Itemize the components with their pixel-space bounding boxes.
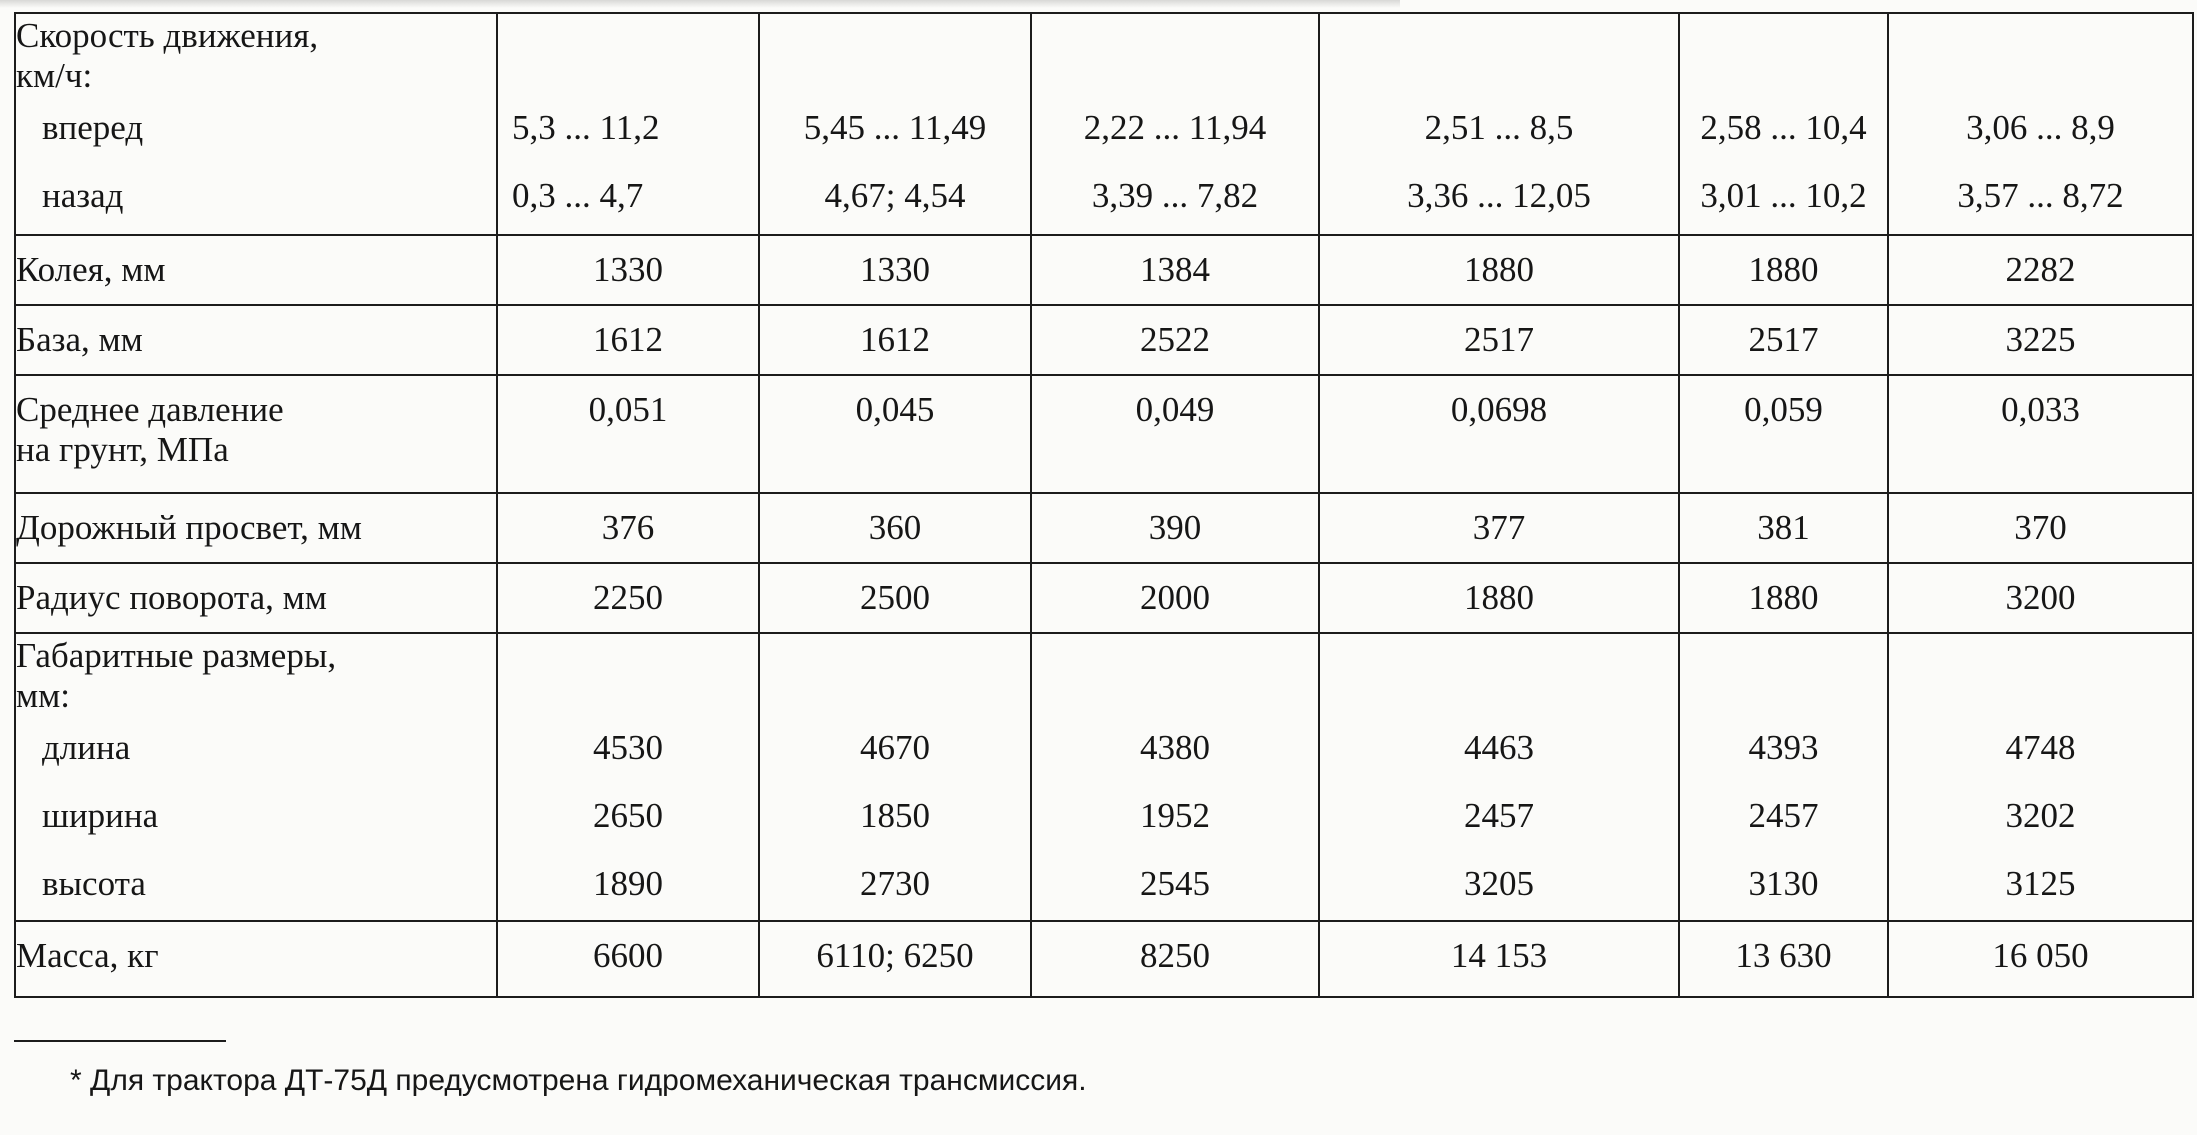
table-cell bbox=[1888, 13, 2193, 235]
table-cell bbox=[1319, 305, 1679, 375]
cell-value: 8250 bbox=[1140, 936, 1210, 975]
label-text: Дорожный просвет, мм bbox=[16, 508, 362, 547]
row-mass bbox=[15, 921, 2193, 997]
cell-value: 2500 bbox=[860, 578, 930, 617]
cell-value: 1890 bbox=[593, 864, 663, 903]
table-cell bbox=[759, 305, 1031, 375]
table-cell bbox=[1319, 375, 1679, 493]
row-turning-radius bbox=[15, 563, 2193, 633]
cell-value: 1880 bbox=[1464, 578, 1534, 617]
row-label bbox=[15, 375, 497, 493]
cell-value: 2,51 ... 8,5 bbox=[1424, 108, 1574, 147]
row-overall-dimensions bbox=[15, 633, 2193, 921]
cell-value: 3200 bbox=[2005, 578, 2076, 617]
cell-value: 3,39 ... 7,82 bbox=[1091, 176, 1259, 215]
cell-value: 6110; 6250 bbox=[816, 936, 974, 975]
sub-label-length: длина bbox=[42, 728, 131, 767]
cell-value: 0,033 bbox=[2001, 390, 2080, 429]
cell-value: 1330 bbox=[860, 250, 930, 289]
row-wheelbase bbox=[15, 305, 2193, 375]
cell-value: 3,01 ... 10,2 bbox=[1700, 176, 1867, 215]
table-cell bbox=[1031, 493, 1319, 563]
sub-label-forward: вперед bbox=[42, 108, 144, 147]
cell-value: 3225 bbox=[2005, 320, 2076, 359]
table-cell bbox=[759, 235, 1031, 305]
table-cell bbox=[497, 633, 759, 921]
cell-value: 0,0698 bbox=[1450, 390, 1548, 429]
table-cell bbox=[1319, 235, 1679, 305]
cell-value: 0,049 bbox=[1135, 390, 1215, 429]
cell-value: 370 bbox=[2014, 508, 2067, 547]
cell-value: 5,3 ... 11,2 bbox=[512, 108, 660, 147]
table-cell bbox=[1031, 563, 1319, 633]
label-text: Колея, мм bbox=[16, 250, 166, 289]
table-cell bbox=[1888, 305, 2193, 375]
table-cell bbox=[759, 13, 1031, 235]
table-cell bbox=[1679, 921, 1888, 997]
cell-value: 2522 bbox=[1140, 320, 1210, 359]
cell-value: 2250 bbox=[593, 578, 663, 617]
label-line: Среднее давление bbox=[16, 390, 284, 429]
table-cell bbox=[1319, 493, 1679, 563]
label-line: Скорость движения, bbox=[16, 16, 319, 55]
cell-value: 1880 bbox=[1748, 578, 1819, 617]
cell-value: 2,58 ... 10,4 bbox=[1700, 108, 1867, 147]
table-cell bbox=[1319, 633, 1679, 921]
row-speed bbox=[15, 13, 2193, 235]
cell-value: 0,051 bbox=[588, 390, 668, 429]
cell-value: 1952 bbox=[1140, 796, 1210, 835]
cell-value: 2650 bbox=[593, 796, 663, 835]
table-cell bbox=[1888, 375, 2193, 493]
table-cell bbox=[1679, 235, 1888, 305]
table-cell bbox=[759, 375, 1031, 493]
table-cell bbox=[1319, 921, 1679, 997]
cell-value: 1330 bbox=[593, 250, 663, 289]
cell-value: 390 bbox=[1148, 508, 1202, 547]
row-label bbox=[15, 563, 497, 633]
cell-value: 6600 bbox=[593, 936, 663, 975]
cell-value: 3125 bbox=[2005, 864, 2076, 903]
tractor-specs-table bbox=[14, 12, 2194, 998]
row-label bbox=[15, 305, 497, 375]
cell-value: 4,67; 4,54 bbox=[824, 176, 966, 215]
table-cell bbox=[1031, 633, 1319, 921]
table-cell bbox=[1888, 235, 2193, 305]
table-cell bbox=[497, 235, 759, 305]
cell-value: 2457 bbox=[1464, 796, 1534, 835]
cell-value: 2282 bbox=[2005, 250, 2076, 289]
label-line: мм: bbox=[16, 676, 71, 715]
table-cell bbox=[1888, 493, 2193, 563]
table-cell bbox=[1031, 921, 1319, 997]
cell-value: 1880 bbox=[1748, 250, 1819, 289]
table-cell bbox=[1679, 563, 1888, 633]
table-cell bbox=[1679, 305, 1888, 375]
sub-label-reverse: назад bbox=[42, 176, 124, 215]
table-cell bbox=[1319, 563, 1679, 633]
cell-value: 377 bbox=[1472, 508, 1526, 547]
table-cell bbox=[1031, 13, 1319, 235]
cell-value: 2517 bbox=[1464, 320, 1534, 359]
label-line: км/ч: bbox=[16, 56, 93, 95]
cell-value: 4748 bbox=[2005, 728, 2076, 767]
table-cell bbox=[1319, 13, 1679, 235]
footnote-divider bbox=[14, 1040, 226, 1042]
scan-edge bbox=[0, 0, 1400, 8]
cell-value: 376 bbox=[601, 508, 655, 547]
cell-value: 3130 bbox=[1748, 864, 1819, 903]
row-label bbox=[15, 493, 497, 563]
cell-value: 4670 bbox=[860, 728, 930, 767]
cell-value: 4380 bbox=[1140, 728, 1210, 767]
cell-value: 2730 bbox=[860, 864, 930, 903]
table-cell bbox=[1031, 235, 1319, 305]
cell-value: 0,3 ... 4,7 bbox=[512, 176, 644, 215]
table-cell bbox=[1679, 13, 1888, 235]
sub-label-width: ширина bbox=[42, 796, 159, 835]
table-cell bbox=[497, 563, 759, 633]
cell-value: 3205 bbox=[1464, 864, 1534, 903]
cell-value: 0,045 bbox=[855, 390, 935, 429]
cell-value: 0,059 bbox=[1744, 390, 1823, 429]
row-ground-clearance bbox=[15, 493, 2193, 563]
table-cell bbox=[1888, 633, 2193, 921]
table-cell bbox=[1888, 563, 2193, 633]
row-ground-pressure bbox=[15, 375, 2193, 493]
cell-value: 2457 bbox=[1748, 796, 1819, 835]
cell-value: 1880 bbox=[1464, 250, 1534, 289]
cell-value: 16 050 bbox=[1992, 936, 2089, 975]
label-text: База, мм bbox=[16, 320, 143, 359]
cell-value: 3,57 ... 8,72 bbox=[1957, 176, 2124, 215]
table-cell bbox=[1679, 375, 1888, 493]
cell-value: 4393 bbox=[1748, 728, 1819, 767]
label-line: Габаритные размеры, bbox=[16, 636, 337, 675]
cell-value: 1384 bbox=[1140, 250, 1210, 289]
label-text: Радиус поворота, мм bbox=[16, 578, 327, 617]
cell-value: 13 630 bbox=[1735, 936, 1832, 975]
label-text: Масса, кг bbox=[16, 936, 159, 975]
cell-value: 2517 bbox=[1748, 320, 1819, 359]
table-cell bbox=[497, 305, 759, 375]
cell-value: 2,22 ... 11,94 bbox=[1083, 108, 1267, 147]
table-cell bbox=[759, 493, 1031, 563]
cell-value: 1612 bbox=[593, 320, 663, 359]
row-label bbox=[15, 633, 497, 921]
cell-value: 1850 bbox=[860, 796, 930, 835]
cell-value: 2000 bbox=[1140, 578, 1210, 617]
cell-value: 3,06 ... 8,9 bbox=[1966, 108, 2115, 147]
sub-label-height: высота bbox=[42, 864, 146, 903]
table-cell bbox=[1888, 921, 2193, 997]
cell-value: 2545 bbox=[1140, 864, 1210, 903]
table-cell bbox=[497, 13, 759, 235]
table-cell bbox=[497, 493, 759, 563]
table-cell bbox=[1031, 375, 1319, 493]
row-label bbox=[15, 13, 497, 235]
cell-value: 5,45 ... 11,49 bbox=[803, 108, 987, 147]
row-label bbox=[15, 921, 497, 997]
cell-value: 4530 bbox=[593, 728, 663, 767]
table-cell bbox=[759, 921, 1031, 997]
cell-value: 360 bbox=[868, 508, 922, 547]
table-cell bbox=[1031, 305, 1319, 375]
table-cell bbox=[759, 633, 1031, 921]
row-label bbox=[15, 235, 497, 305]
table-cell bbox=[497, 375, 759, 493]
table-cell bbox=[1679, 493, 1888, 563]
footnote: * Для трактора ДТ-75Д предусмотрена гидромеханическая трансмиссия. bbox=[70, 1064, 1087, 1097]
cell-value: 3202 bbox=[2005, 796, 2076, 835]
row-track bbox=[15, 235, 2193, 305]
cell-value: 14 153 bbox=[1450, 936, 1548, 975]
cell-value: 1612 bbox=[860, 320, 930, 359]
table-cell bbox=[497, 921, 759, 997]
table-cell bbox=[759, 563, 1031, 633]
table-cell bbox=[1679, 633, 1888, 921]
cell-value: 3,36 ... 12,05 bbox=[1407, 176, 1591, 215]
cell-value: 381 bbox=[1757, 508, 1810, 547]
cell-value: 4463 bbox=[1464, 728, 1534, 767]
label-line: на грунт, МПа bbox=[16, 430, 229, 469]
